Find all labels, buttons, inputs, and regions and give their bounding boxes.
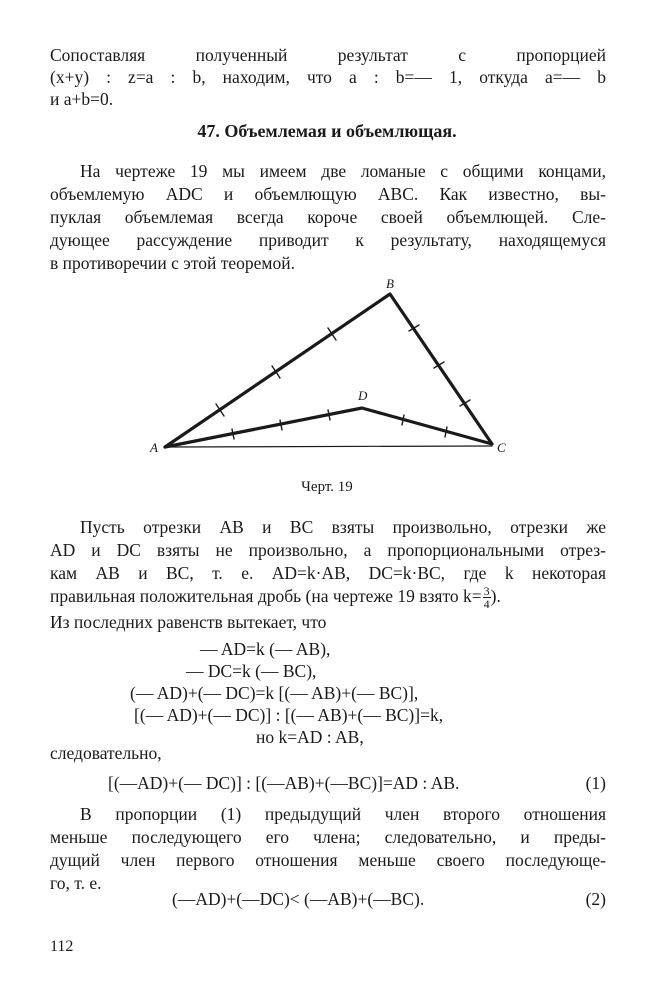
- text-line: в противоречии с этой теоремой.: [50, 253, 295, 273]
- equation-line: [(—AD)+(— DC)] : [(—AB)+(—BC)]=AD : AB.: [108, 773, 460, 793]
- text-line: дущий член первого отношения меньше своего последующе-: [50, 850, 606, 870]
- fraction-three-quarters: [483, 585, 491, 610]
- text-line: На чертеже 19 мы имеем две ломаные с общими концами,: [80, 161, 606, 181]
- text-line: объемлемую ADC и объемлющую ABC. Как известно, вы-: [50, 184, 606, 204]
- equation-number: (2): [585, 889, 606, 909]
- equation-line: (— AD)+(— DC)=k [(— AB)+(— BC)],: [130, 683, 419, 703]
- text-segment: правильная положительная дробь (на чертеже 19 взято k=: [50, 586, 482, 606]
- text-segment: ).: [490, 586, 501, 606]
- text-line: пуклая объемлемая всегда короче своей объемлющей. Сле-: [50, 207, 606, 227]
- text-line-with-fraction: [50, 585, 606, 610]
- text-line: меньше последующего его члена; следовательно, и преды-: [50, 827, 606, 847]
- text-line: следовательно,: [50, 743, 162, 763]
- vertex-label-d: D: [358, 388, 368, 403]
- figure-caption: Черт. 19: [301, 479, 353, 495]
- equation-number: (1): [585, 773, 606, 793]
- equation-line: но k=AD : AB,: [256, 727, 364, 747]
- tick-marks: [216, 325, 470, 439]
- text-line: дующее рассуждение приводит к результату, находящемуся: [50, 230, 606, 250]
- text-line: кам AB и BC, т. е. AD=k·AB, DC=k·BC, где k некоторая: [50, 563, 606, 583]
- equation-line: — AD=k (— AB),: [200, 639, 331, 659]
- text-line: го, т. е.: [50, 873, 102, 893]
- fraction-numerator: 3: [483, 584, 490, 599]
- chord-ac: [165, 446, 492, 447]
- equation-line: — DC=k (— BC),: [186, 661, 317, 681]
- equation-line: [(— AD)+(— DC)] : [(— AB)+(— BC)]=k,: [134, 705, 444, 725]
- figure-19-polylines: [140, 272, 520, 472]
- text-line: и a+b=0.: [50, 89, 114, 109]
- fraction-denominator: 4: [483, 597, 490, 612]
- text-line: В пропорции (1) предыдущий член второго отношения: [80, 804, 606, 824]
- section-heading: 47. Объемлемая и объемлющая.: [197, 121, 457, 141]
- vertex-label-c: C: [497, 440, 506, 455]
- enveloping-polyline-abc: [165, 294, 492, 447]
- text-line: (x+y) : z=a : b, находим, что a : b=— 1, откуда a=— b: [50, 67, 606, 87]
- equation-line: (—AD)+(—DC)< (—AB)+(—BC).: [172, 889, 425, 909]
- text-line: Из последних равенств вытекает, что: [50, 612, 327, 632]
- vertex-label-b: B: [386, 276, 394, 291]
- text-line: Пусть отрезки AB и BC взяты произвольно, отрезки же: [80, 517, 606, 537]
- page-number: 112: [50, 938, 74, 955]
- text-line: Сопоставляя полученный результат с пропорцией: [50, 45, 606, 65]
- vertex-label-a: A: [150, 440, 158, 455]
- text-line: AD и DC взяты не произвольно, а пропорциональными отрез-: [50, 540, 606, 560]
